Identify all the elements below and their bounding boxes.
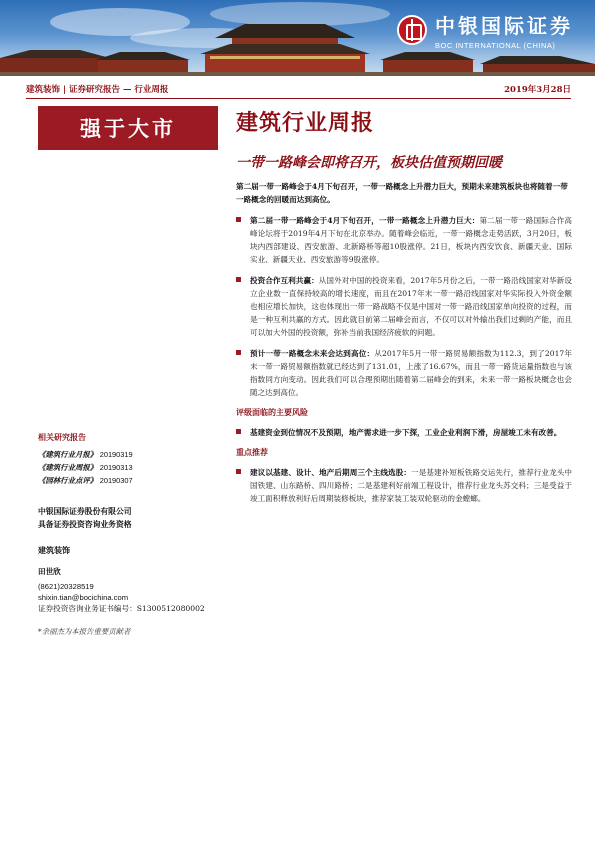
key-point — [236, 347, 572, 399]
related-report-name: 《建筑行业周报》 — [38, 463, 98, 472]
logo-chinese-name: 中银国际证券 — [435, 14, 573, 38]
related-report-item[interactable] — [38, 448, 218, 461]
company-name: 中银国际证券股份有限公司 — [38, 507, 132, 516]
key-point-lead: 投资合作互利共赢： — [250, 276, 319, 285]
related-report-date: 20190319 — [99, 450, 133, 459]
related-report-name: 《园林行业点评》 — [38, 476, 98, 485]
rating-badge — [38, 106, 218, 150]
related-report-name: 《建筑行业月报》 — [38, 450, 98, 459]
bullet-square-icon — [236, 429, 241, 434]
report-title: 建筑行业周报 — [236, 110, 375, 136]
report-subtitle: 一带一路峰会即将召开，板块估值预期回暖 — [236, 155, 502, 171]
risk-section-title: 评级面临的主要风险 — [236, 407, 308, 417]
company-logo — [397, 10, 573, 50]
analyst-name: 田世欣 — [38, 567, 61, 576]
header-banner — [0, 0, 595, 76]
bullet-square-icon — [236, 277, 241, 282]
analyst-license: 证券投资咨询业务证书编号：S1300512080002 — [38, 604, 205, 613]
report-subheader — [26, 80, 571, 99]
report-category: 建筑装饰 | 证券研究报告 — 行业周报 — [26, 85, 169, 95]
pick-item — [236, 466, 572, 505]
logo-english-name: BOC INTERNATIONAL (CHINA) — [435, 41, 556, 50]
key-point-text: 从国外对中国的投资来看，2017年5月份之后，一带一路沿线国家对华新设立企业数一直保持较高的增长速度，而且在2017年末一带一路沿线国家对华实际投入外资金额也相应增长加快，这也体现出一带一路战略不仅是中国对一带一路沿线国家单向投资的过程，而是一种互利共赢的方式。因此就目前第二届峰会而言，不仅可以对外输出我们过剩的产能，而且可以加大外国的投资额，弥补当前我国经济疲软的问题。 — [250, 276, 573, 337]
analyst-email[interactable]: shixin.tian@bocichina.com — [38, 593, 129, 602]
main-content — [236, 180, 572, 513]
picks-section-title: 重点推荐 — [236, 447, 268, 457]
bullet-square-icon — [236, 350, 241, 355]
key-point-lead: 第二届一带一路峰会于4月下旬召开，一带一路概念上升潜力巨大： — [250, 216, 480, 225]
key-point-lead: 预计一带一路概念未来会达到高位： — [250, 349, 375, 358]
summary-paragraph: 第二届一带一路峰会于4月下旬召开，一带一路概念上升潜力巨大，预期未来建筑板块也将随着一带一路概念的回暖而达到高位。 — [236, 182, 568, 204]
contributor-note: *余丽杰为本报告重要贡献者 — [38, 627, 131, 636]
report-date: 2019年3月28日 — [504, 85, 571, 95]
bullet-square-icon — [236, 217, 241, 222]
risk-text: 基建资金到位情况不及预期，地产需求进一步下探，工业企业利润下滑，房屋竣工未有改善。 — [250, 428, 562, 437]
key-points-list — [236, 214, 572, 399]
related-report-date: 20190307 — [99, 476, 133, 485]
related-report-date: 20190313 — [99, 463, 133, 472]
company-info — [38, 505, 218, 531]
analyst-phone: (8621)20328519 — [38, 582, 94, 591]
rating-text: 强于大市 — [80, 116, 176, 141]
sidebar — [38, 432, 218, 637]
picks-list — [236, 466, 572, 505]
pick-text: 一是基建补短板铁路交运先行，推荐行业龙头中国铁建、山东路桥、四川路桥；二是基建利好前端工程设计，推荐行业龙头苏交科；三是受益于竣工面积释放利好后周期装修板块，推荐家装工装双轮驱动的金螳螂。 — [250, 468, 573, 503]
related-report-item[interactable] — [38, 461, 218, 474]
related-report-item[interactable] — [38, 474, 218, 487]
key-point — [236, 214, 572, 266]
bank-of-china-logo-icon — [397, 15, 427, 45]
key-point-text: 第二届一带一路国际合作高峰论坛将于2019年4月下旬在北京举办。随着峰会临近，一带一路概念走势活跃，3月20日，板块内西部建设、西安旅游、北新路桥等超10股涨停。21日，板块内西安饮食、新疆天业、国际实业、新疆天业、西安旅游等9股涨停。 — [250, 216, 573, 264]
risk-item — [236, 426, 572, 439]
company-qualification: 具备证券投资咨询业务资格 — [38, 520, 132, 529]
bullet-square-icon — [236, 469, 241, 474]
sector-name: 建筑装饰 — [38, 545, 70, 555]
key-point — [236, 274, 572, 339]
risk-list — [236, 426, 572, 439]
pick-lead: 建议以基建、设计、地产后期周三个主线选股： — [250, 468, 412, 477]
related-reports-title: 相关研究报告 — [38, 432, 86, 442]
key-point-text: 从2017年5月一带一路贸易额指数为112.3，到了2017年末一带一路贸易额指数就已经达到了131.01，上涨了16.67%，而且一带一路货运量指数也与该指数同方向变动。因此我们可以合理预期出随着第二届峰会的到来，未来一带一路板块概念也会随之达到高位。 — [250, 349, 572, 397]
analyst-info — [38, 566, 218, 614]
